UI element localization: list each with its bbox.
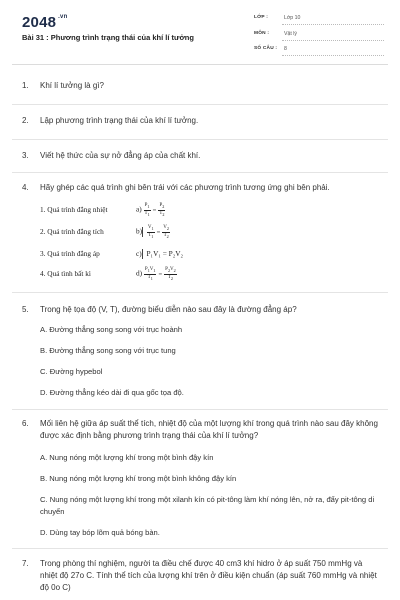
lesson-title: Bài 31 : Phương trình trạng thái của khí lí tưởng xyxy=(22,33,194,42)
question-7: 7. Trong phòng thí nghiệm, người ta điều chế được 40 cm3 khí hidro ở áp suất 750 mmHg và nhiệt độ 27o C. Tính thể tích của lượng khí trên ở điều kiện chuẩn (áp suất 760 mmHg và nhiệt độ 0o C) xyxy=(22,559,377,592)
match-right-b: b) $\frac{V_1}{T_1}$ = $\frac{V_2}{T_2}$ xyxy=(136,225,169,239)
question-5: 5. Trong hệ tọa độ (V, T), đường biểu diễn nào sau đây là đường đẳng áp? xyxy=(22,305,297,314)
question-1: 1. Khí lí tưởng là gì? xyxy=(22,81,104,90)
divider xyxy=(12,409,388,410)
question-6: 6. Mối liên hệ giữa áp suất thể tích, nhiệt độ của một lượng khí trong quá trình nào sau đây không được xác định bằng phương trình trạng thái của khí lí tưởng? xyxy=(22,419,378,440)
match-right-d: d) $\frac{P_1V_1}{T_1}$ = $\frac{P_2V_2}{T_2}$ xyxy=(136,267,176,281)
question-3: 3. Viết hệ thức của sự nở đẳng áp của chất khí. xyxy=(22,151,201,160)
option-5b: B. Đường thẳng song song với trục tung xyxy=(40,346,176,355)
document-header: 2048 $^{.vn}$ Bài 31 : Phương trình trạng thái của khí lí tưởng LỚP : Lớp 10 MÔN : Vật lý SỐ CÂU : 8 xyxy=(0,0,400,62)
question-4: 4. Hãy ghép các quá trình ghi bên trái với các phương trình tương ứng ghi bên phải. xyxy=(22,183,330,192)
divider xyxy=(12,548,388,549)
option-5a: A. Đường thẳng song song với trục hoành xyxy=(40,325,183,334)
question-2: 2. Lập phương trình trạng thái của khí lí tưởng. xyxy=(22,116,199,125)
match-left-1: 1. Quá trình đẳng nhiệt xyxy=(40,205,108,214)
site-logo: 2048 $^{.vn}$ xyxy=(22,14,68,31)
option-6c: C. Nung nóng một lượng khí trong một xilanh kín có pit-tông làm khí nóng lên, nở ra, đẩy pit-tông di chuyển xyxy=(40,495,375,516)
option-6b: B. Nung nóng một lượng khí trong một bình không đậy kín xyxy=(40,474,237,483)
match-left-3: 3. Quá trình đẳng áp xyxy=(40,249,100,258)
header-divider xyxy=(12,64,388,65)
match-right-c: c) P₁V₁ = P₂V₂ xyxy=(136,249,184,258)
divider xyxy=(12,104,388,105)
option-6d: D. Dùng tay bóp lõm quả bóng bàn. xyxy=(40,528,160,537)
divider xyxy=(12,292,388,293)
divider xyxy=(12,172,388,173)
option-6a: A. Nung nóng một lượng khí trong một bình đậy kín xyxy=(40,453,214,462)
match-left-4: 4. Quá tình bất kì xyxy=(40,269,91,278)
match-right-a: a) $\frac{P_1}{T_1}$ = $\frac{P_2}{T_2}$ xyxy=(136,203,165,217)
option-5d: D. Đường thẳng kéo dài đi qua gốc tọa độ. xyxy=(40,388,184,397)
match-left-2: 2. Quá trình đẳng tích xyxy=(40,227,104,236)
divider xyxy=(12,139,388,140)
option-5c: C. Đường hypebol xyxy=(40,367,103,376)
